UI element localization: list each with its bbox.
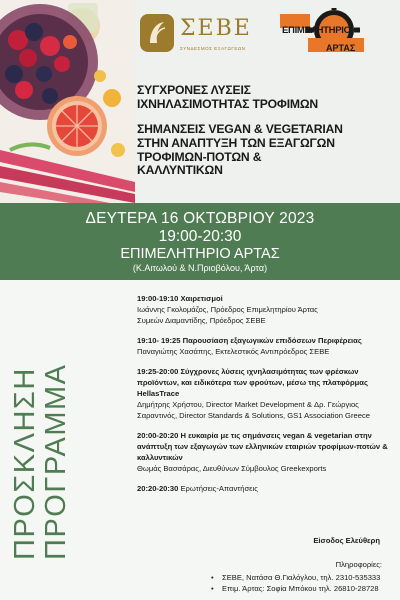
- program-item-heading: 20:20-20:30: [137, 484, 179, 493]
- logos: [140, 8, 395, 68]
- event-time: 19:00-20:30: [158, 228, 242, 245]
- program-item: [137, 335, 397, 357]
- chamber-gear-icon: [278, 8, 376, 66]
- headline-line: ΚΑΛΛΥΝΤΙΚΩΝ: [137, 163, 223, 178]
- program-item-body: Παναγιώτης Χασάπης, Εκτελεστικός Αντιπρόεδρος ΣΕΒΕ: [137, 347, 330, 356]
- free-entry-note: Είσοδος Ελεύθερη: [313, 536, 380, 545]
- chamber-city: ΑΡΤΑΣ: [326, 43, 356, 53]
- program-item-heading: 19:00-19:10 Χαιρετισμοί: [137, 294, 223, 303]
- program-item-heading: 19:25-20:00 Σύγχρονες λύσεις ιχνηλασιμότητας των φρέσκων προϊόντων, και ειδικότερα των φρούτων, μέσω της πλατφόρμας HellasTrace: [137, 367, 368, 398]
- info-list: [210, 572, 400, 595]
- program-item-body: Θωμάς Βασσάρας, Διευθύνων Σύμβουλος Greekexports: [137, 464, 327, 473]
- program-item: [137, 430, 397, 474]
- program-item-heading: 19:10- 19:25 Παρουσίαση εξαγωγικών επιδόσεων Περιφέρειας: [137, 336, 362, 345]
- info-title: Πληροφορίες:: [335, 560, 382, 569]
- program-item-body: Ιωάννης Γκολομάζος, Πρόεδρος Επιμελητηρίου Άρτας Συμεών Διαμαντίδης, Πρόεδρος ΣΕΒΕ: [137, 305, 318, 325]
- sebe-subtitle: ΣΥΝΔΕΣΜΟΣ ΕΞΑΓΩΓΕΩΝ: [180, 46, 246, 51]
- header-area: [0, 0, 400, 203]
- sebe-emblem-icon: [140, 14, 174, 52]
- headline: [137, 84, 399, 178]
- chamber-name: ΕΠΙΜΕΛΗΤΗΡΙΟ: [282, 25, 351, 36]
- event-band: [0, 203, 400, 280]
- side-title-line: ΠΡΟΓΡΑΜΜΑ: [40, 363, 73, 560]
- program-item-body: Δημήτρης Χρήστου, Director Market Development & Δρ. Γεώργιος Σαραντινός, Director Standards & Solutions, GS1 Association Greece: [137, 400, 370, 420]
- event-address: (Κ.Αιτωλού & Ν.Πριοβόλου, Άρτα): [132, 263, 268, 273]
- sebe-name: ΣΕΒΕ: [180, 16, 252, 41]
- fruit-photo: [0, 0, 135, 203]
- headline-line: ΣΗΜΑΝΣΕΙΣ VEGAN & VEGETARIAN: [137, 122, 343, 137]
- program-item-heading: 20:00-20:20 Η ευκαιρία με τις σημάνσεις vegan & vegetarian στην ανάπτυξη των εξαγωγών των ελληνικών εταιριών τροφίμων-ποτών & καλλυντικών: [137, 431, 388, 462]
- program-item-body: Ερωτήσεις-Απαντήσεις: [178, 484, 258, 493]
- headline-line: ΣΤΗΝ ΑΝΑΠΤΥΞΗ ΤΩΝ ΕΞΑΓΩΓΩΝ: [137, 135, 335, 150]
- program: [137, 293, 397, 503]
- chamber-logo: [278, 8, 376, 66]
- info-line: • Επιμ. Άρτας: Σοφία Μπόκου τηλ. 26810-28728: [210, 583, 400, 594]
- program-item: [137, 366, 397, 421]
- sebe-logo: [140, 8, 260, 64]
- side-title-line: ΠΡΟΣΚΛΗΣΗ: [9, 367, 41, 560]
- headline-line: ΤΡΟΦΙΜΩΝ-ΠΟΤΩΝ &: [137, 149, 262, 164]
- side-title: [10, 340, 80, 560]
- event-date: ΔΕΥΤΕΡΑ 16 ΟΚΤΩΒΡΙΟΥ 2023: [85, 210, 315, 227]
- info-line: • ΣΕΒΕ, Νατάσα Θ.Γιαλόγλου, τηλ. 2310-535333: [210, 572, 400, 583]
- headline-line: ΙΧΝΗΛΑΣΙΜΟΤΗΤΑΣ ΤΡΟΦΙΜΩΝ: [137, 96, 319, 111]
- headline-line: ΣΥΓΧΡΟΝΕΣ ΛΥΣΕΙΣ: [137, 83, 251, 97]
- event-place: ΕΠΙΜΕΛΗΤΗΡΙΟ ΑΡΤΑΣ: [120, 246, 280, 262]
- program-item: [137, 483, 397, 494]
- program-item: [137, 293, 397, 326]
